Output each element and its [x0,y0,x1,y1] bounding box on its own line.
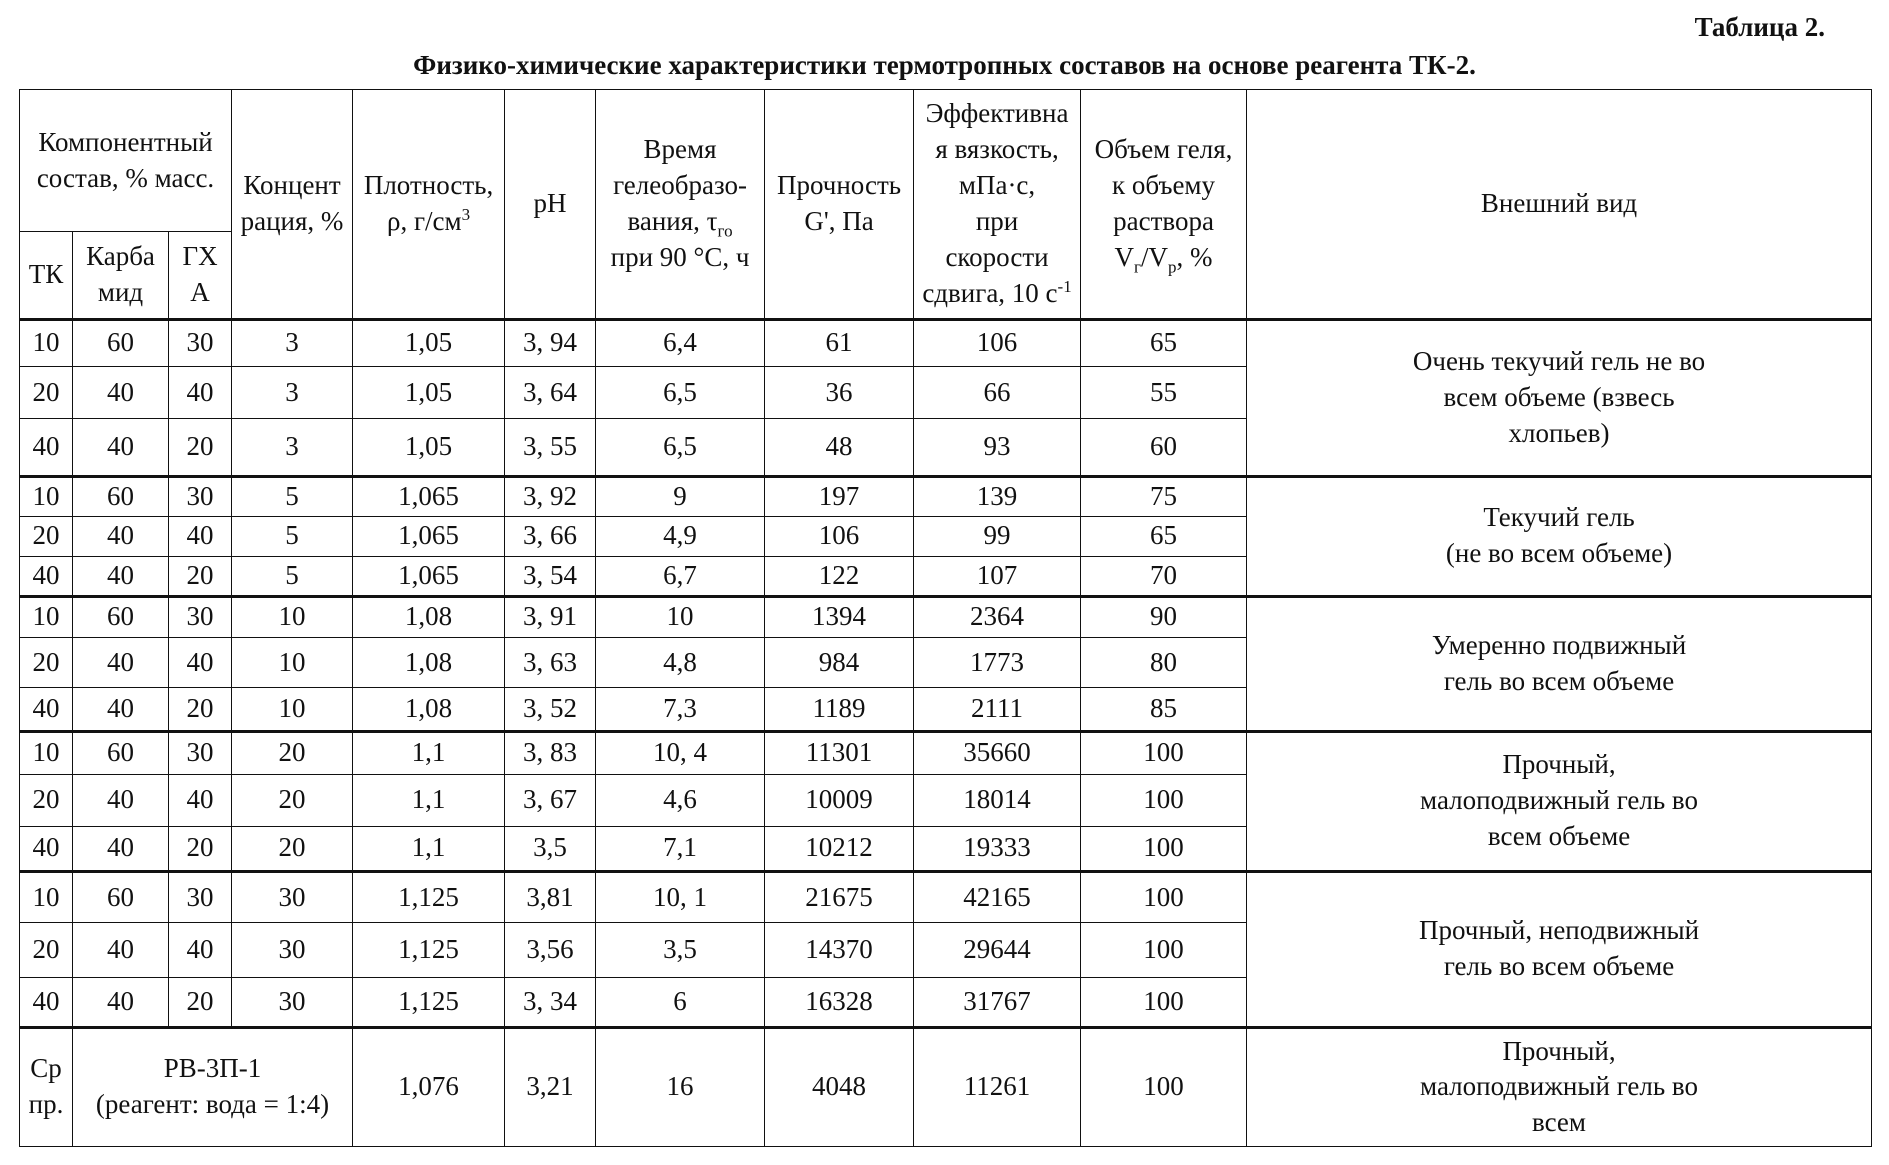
gel-time-cell: 7,1 [596,826,765,871]
concentration-cell: 3 [232,319,353,366]
viscosity-cell: 66 [914,367,1081,419]
gel-volume-cell: 80 [1081,637,1247,688]
summary-ph-cell: 3,21 [505,1027,596,1146]
summary-row [20,1027,1872,1146]
summary-density-cell: 1,076 [353,1027,505,1146]
tk-cell: 20 [20,774,73,826]
gha-cell: 40 [169,637,232,688]
ph-cell: 3, 94 [505,319,596,366]
tk-cell: 20 [20,637,73,688]
summary-appearance-cell: Прочный, малоподвижный гель во всем [1247,1027,1872,1146]
appearance-cell: Прочный, малоподвижный гель во всем объеме [1247,731,1872,871]
tk-cell: 20 [20,367,73,419]
density-cell: 1,05 [353,418,505,476]
density-cell: 1,08 [353,688,505,731]
appearance-header: Внешний вид [1247,90,1872,320]
gel-time-cell: 6 [596,978,765,1028]
ph-cell: 3, 64 [505,367,596,419]
carbamide-header: Карба мид [73,232,169,319]
strength-cell: 16328 [765,978,914,1028]
gel-time-cell: 10, 4 [596,731,765,774]
viscosity-cell: 107 [914,556,1081,596]
viscosity-header [914,90,1081,320]
summary-label-cell: Ср пр. [20,1027,73,1146]
gel-volume-header-text-2: /V [1141,241,1169,272]
carbamide-cell: 60 [73,596,169,637]
concentration-cell: 5 [232,476,353,516]
density-cell: 1,065 [353,516,505,556]
density-cell: 1,08 [353,637,505,688]
strength-cell: 106 [765,516,914,556]
gel-time-header [596,90,765,320]
concentration-cell: 10 [232,596,353,637]
gel-volume-header-text: Объем геля, к объему раствора V [1094,134,1233,272]
gha-cell: 20 [169,556,232,596]
ph-cell: 3, 83 [505,731,596,774]
density-cell: 1,065 [353,556,505,596]
ph-cell: 3, 91 [505,596,596,637]
carbamide-cell: 60 [73,476,169,516]
gel-time-cell: 4,9 [596,516,765,556]
carbamide-cell: 40 [73,774,169,826]
gha-cell: 20 [169,978,232,1028]
gel-volume-cell: 65 [1081,319,1247,366]
viscosity-cell: 18014 [914,774,1081,826]
tk-cell: 40 [20,556,73,596]
strength-cell: 984 [765,637,914,688]
appearance-cell: Прочный, неподвижный гель во всем объеме [1247,871,1872,1027]
summary-strength-cell: 4048 [765,1027,914,1146]
density-cell: 1,125 [353,871,505,923]
viscosity-cell: 93 [914,418,1081,476]
ph-cell: 3, 52 [505,688,596,731]
gel-volume-header [1081,90,1247,320]
tk-cell: 40 [20,688,73,731]
concentration-cell: 30 [232,923,353,978]
tk-cell: 10 [20,476,73,516]
strength-cell: 61 [765,319,914,366]
tk-cell: 40 [20,978,73,1028]
gel-volume-cell: 100 [1081,978,1247,1028]
viscosity-cell: 139 [914,476,1081,516]
strength-cell: 21675 [765,871,914,923]
strength-cell: 11301 [765,731,914,774]
gel-time-cell: 6,5 [596,418,765,476]
gel-volume-cell: 60 [1081,418,1247,476]
viscosity-cell: 42165 [914,871,1081,923]
strength-cell: 122 [765,556,914,596]
summary-gel-time-cell: 16 [596,1027,765,1146]
concentration-cell: 10 [232,688,353,731]
tk-cell: 10 [20,596,73,637]
ph-cell: 3, 67 [505,774,596,826]
table-number: Таблица 2. [1694,12,1825,42]
viscosity-cell: 106 [914,319,1081,366]
viscosity-cell: 31767 [914,978,1081,1028]
gel-time-cell: 9 [596,476,765,516]
gel-time-cell: 10, 1 [596,871,765,923]
viscosity-cell: 19333 [914,826,1081,871]
strength-cell: 197 [765,476,914,516]
concentration-cell: 20 [232,731,353,774]
ph-cell: 3,5 [505,826,596,871]
gel-volume-header-text-3: , % [1176,241,1213,272]
density-cell: 1,05 [353,367,505,419]
concentration-cell: 20 [232,774,353,826]
strength-cell: 48 [765,418,914,476]
gel-time-cell: 10 [596,596,765,637]
ph-cell: 3,81 [505,871,596,923]
tk-header: ТК [20,232,73,319]
gha-cell: 40 [169,516,232,556]
strength-cell: 1189 [765,688,914,731]
strength-header: Прочность G', Па [765,90,914,320]
header-row-1 [20,90,1872,232]
ph-cell: 3, 34 [505,978,596,1028]
concentration-cell: 3 [232,367,353,419]
ph-cell: 3, 92 [505,476,596,516]
gha-cell: 40 [169,923,232,978]
carbamide-cell: 40 [73,688,169,731]
strength-cell: 36 [765,367,914,419]
strength-cell: 10009 [765,774,914,826]
density-cell: 1,1 [353,731,505,774]
gel-volume-cell: 55 [1081,367,1247,419]
component-group-header: Компонентный состав, % масс. [20,90,232,232]
viscosity-header-text: Эффективна я вязкость, мПа·с, при скорости сдвига, 10 с [922,98,1069,308]
gha-cell: 30 [169,731,232,774]
viscosity-cell: 99 [914,516,1081,556]
carbamide-cell: 40 [73,637,169,688]
tk-cell: 20 [20,516,73,556]
gha-cell: 20 [169,418,232,476]
gel-volume-cell: 85 [1081,688,1247,731]
gha-cell: 40 [169,774,232,826]
density-header-text: Плотность, ρ, г/см [363,169,494,236]
density-header-sup: 3 [461,204,471,224]
gel-time-cell: 6,5 [596,367,765,419]
ph-cell: 3, 63 [505,637,596,688]
gha-header: ГХ А [169,232,232,319]
gel-volume-cell: 100 [1081,923,1247,978]
concentration-cell: 10 [232,637,353,688]
summary-gel-volume-cell: 100 [1081,1027,1247,1146]
gel-volume-cell: 100 [1081,826,1247,871]
table-row [20,476,1872,516]
table-row [20,319,1872,366]
carbamide-cell: 40 [73,367,169,419]
tk-cell: 40 [20,826,73,871]
gel-volume-cell: 75 [1081,476,1247,516]
gel-time-header-text-2: при 90 °С, ч [610,241,750,272]
gha-cell: 30 [169,319,232,366]
carbamide-cell: 40 [73,556,169,596]
gel-volume-cell: 100 [1081,774,1247,826]
gha-cell: 40 [169,367,232,419]
density-cell: 1,065 [353,476,505,516]
ph-cell: 3, 66 [505,516,596,556]
viscosity-cell: 1773 [914,637,1081,688]
appearance-cell: Текучий гель (не во всем объеме) [1247,476,1872,596]
gel-time-cell: 6,7 [596,556,765,596]
density-cell: 1,1 [353,826,505,871]
appearance-cell: Очень текучий гель не во всем объеме (взвесь хлопьев) [1247,319,1872,476]
concentration-cell: 5 [232,516,353,556]
gel-time-header-sub: го [717,221,733,241]
strength-cell: 14370 [765,923,914,978]
density-cell: 1,08 [353,596,505,637]
tk-cell: 20 [20,923,73,978]
gel-volume-cell: 70 [1081,556,1247,596]
ph-cell: 3, 54 [505,556,596,596]
viscosity-cell: 2364 [914,596,1081,637]
strength-cell: 10212 [765,826,914,871]
concentration-cell: 30 [232,871,353,923]
density-cell: 1,05 [353,319,505,366]
carbamide-cell: 40 [73,418,169,476]
tk-cell: 40 [20,418,73,476]
carbamide-cell: 60 [73,319,169,366]
gel-volume-cell: 100 [1081,871,1247,923]
gha-cell: 30 [169,871,232,923]
gel-time-header-text: Время гелеобразо- вания, τ [613,134,747,236]
concentration-cell: 30 [232,978,353,1028]
gel-time-cell: 7,3 [596,688,765,731]
gel-time-cell: 4,6 [596,774,765,826]
gha-cell: 30 [169,476,232,516]
appearance-cell: Умеренно подвижный гель во всем объеме [1247,596,1872,731]
carbamide-cell: 40 [73,978,169,1028]
carbamide-cell: 40 [73,923,169,978]
summary-viscosity-cell: 11261 [914,1027,1081,1146]
table-row [20,871,1872,923]
viscosity-cell: 2111 [914,688,1081,731]
carbamide-cell: 40 [73,516,169,556]
gel-volume-header-sub-1: г [1134,257,1142,277]
viscosity-cell: 35660 [914,731,1081,774]
strength-cell: 1394 [765,596,914,637]
table-row [20,596,1872,637]
gel-volume-cell: 100 [1081,731,1247,774]
viscosity-cell: 29644 [914,923,1081,978]
table-row [20,731,1872,774]
gha-cell: 30 [169,596,232,637]
viscosity-header-sup: -1 [1057,276,1072,296]
ph-cell: 3, 55 [505,418,596,476]
ph-cell: 3,56 [505,923,596,978]
density-cell: 1,125 [353,978,505,1028]
gel-volume-cell: 65 [1081,516,1247,556]
density-cell: 1,1 [353,774,505,826]
carbamide-cell: 60 [73,731,169,774]
carbamide-cell: 40 [73,826,169,871]
gel-time-cell: 6,4 [596,319,765,366]
carbamide-cell: 60 [73,871,169,923]
tk-cell: 10 [20,319,73,366]
summary-composition-cell: РВ-3П-1 (реагент: вода = 1:4) [73,1027,353,1146]
gha-cell: 20 [169,688,232,731]
density-header [353,90,505,320]
concentration-header: Концент рация, % [232,90,353,320]
density-cell: 1,125 [353,923,505,978]
gel-time-cell: 4,8 [596,637,765,688]
gel-time-cell: 3,5 [596,923,765,978]
concentration-cell: 5 [232,556,353,596]
concentration-cell: 3 [232,418,353,476]
gha-cell: 20 [169,826,232,871]
data-table [19,89,1872,1147]
concentration-cell: 20 [232,826,353,871]
gel-volume-cell: 90 [1081,596,1247,637]
ph-header: pH [505,90,596,320]
tk-cell: 10 [20,871,73,923]
table-title: Физико-химические характеристики термотропных составов на основе реагента ТК-2. [413,50,1476,80]
tk-cell: 10 [20,731,73,774]
gel-volume-header-sub-2: р [1168,257,1177,277]
